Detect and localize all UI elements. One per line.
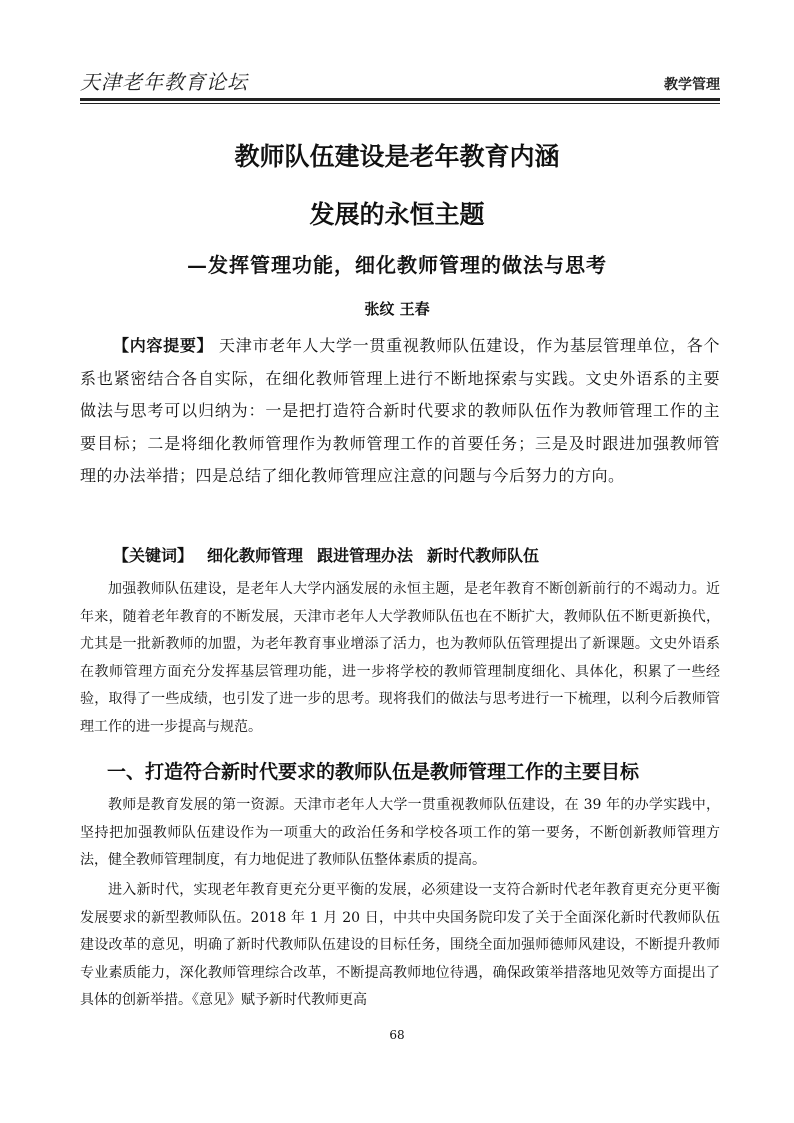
keyword: 新时代教师队伍 [427,546,540,565]
journal-logo: 天津老年教育论坛 [80,70,248,94]
page-header [80,62,720,102]
keywords [113,543,733,566]
header-rule-thin [80,103,720,104]
header-rule [80,98,720,101]
abstract [80,330,720,493]
abstract-label: 【内容提要】 [113,336,214,355]
keyword: 跟进管理办法 [317,546,414,565]
article-title-line-1: 教师队伍建设是老年教育内涵 [234,142,560,171]
section-tag: 教学管理 [664,77,720,93]
body-paragraph: 教师是教育发展的第一资源。天津市老年人大学一贯重视教师队伍建设，在 39 年的办学实践中，坚持把加强教师队伍建设作为一项重大的政治任务和学校各项工作的第一要务，不断创新教师管理方法，健全教师管理制度，有力地促进了教师队伍整体素质的提高。 [80,797,720,869]
abstract-text: 天津市老年人大学一贯重视教师队伍建设，作为基层管理单位，各个系也紧密结合各自实际，在细化教师管理上进行不断地探索与实践。文史外语系的主要做法与思考可以归纳为：一是把打造符合新时代要求的教师队伍作为教师管理工作的主要目标；二是将细化教师管理作为教师管理工作的首要任务；三是及时跟进加强教师管理的办法举措；四是总结了细化教师管理应注意的问题与今后努力的方向。 [80,336,720,485]
section-heading: 一、打造符合新时代要求的教师队伍是教师管理工作的主要目标 [107,761,640,783]
article-title-line-2: 发展的永恒主题 [309,200,485,229]
keywords-label: 【关键词】 [113,546,194,565]
intro-paragraph: 加强教师队伍建设，是老年人大学内涵发展的永恒主题，是老年教育不断创新前行的不竭动力。近年来，随着老年教育的不断发展，天津市老年人大学教师队伍也在不断扩大，教师队伍不断更新换代，尤其是一批新教师的加盟，为老年教育事业增添了活力，也为教师队伍管理提出了新课题。文史外语系在教师管理方面充分发挥基层管理功能，进一步将学校的教师管理制度细化、具体化，积累了一些经验，取得了一些成绩，也引发了进一步的思考。现将我们的做法与思考进行一下梳理，以利今后教师管理工作的进一步提高与规范。 [80,581,720,735]
body-paragraph: 进入新时代，实现老年教育更充分更平衡的发展，必须建设一支符合新时代老年教育更充分更平衡发展要求的新型教师队伍。2018 年 1 月 20 日，中共中央国务院印发了关于全面深化新时代教师队伍建设改革的意见，明确了新时代教师队伍建设的目标任务，围绕全面加强师德师风建设，不断提升教师专业素质能力，深化教师管理综合改革，不断提高教师地位待遇，确保政策举措落地见效等方面提出了具体的创新举措。《意见》赋予新时代教师更高 [80,882,720,1009]
article-subtitle: —发挥管理功能，细化教师管理的做法与思考 [187,253,607,277]
authors: 张纹 王春 [364,300,430,318]
page-number: 68 [389,1028,405,1042]
keyword: 细化教师管理 [207,546,304,565]
